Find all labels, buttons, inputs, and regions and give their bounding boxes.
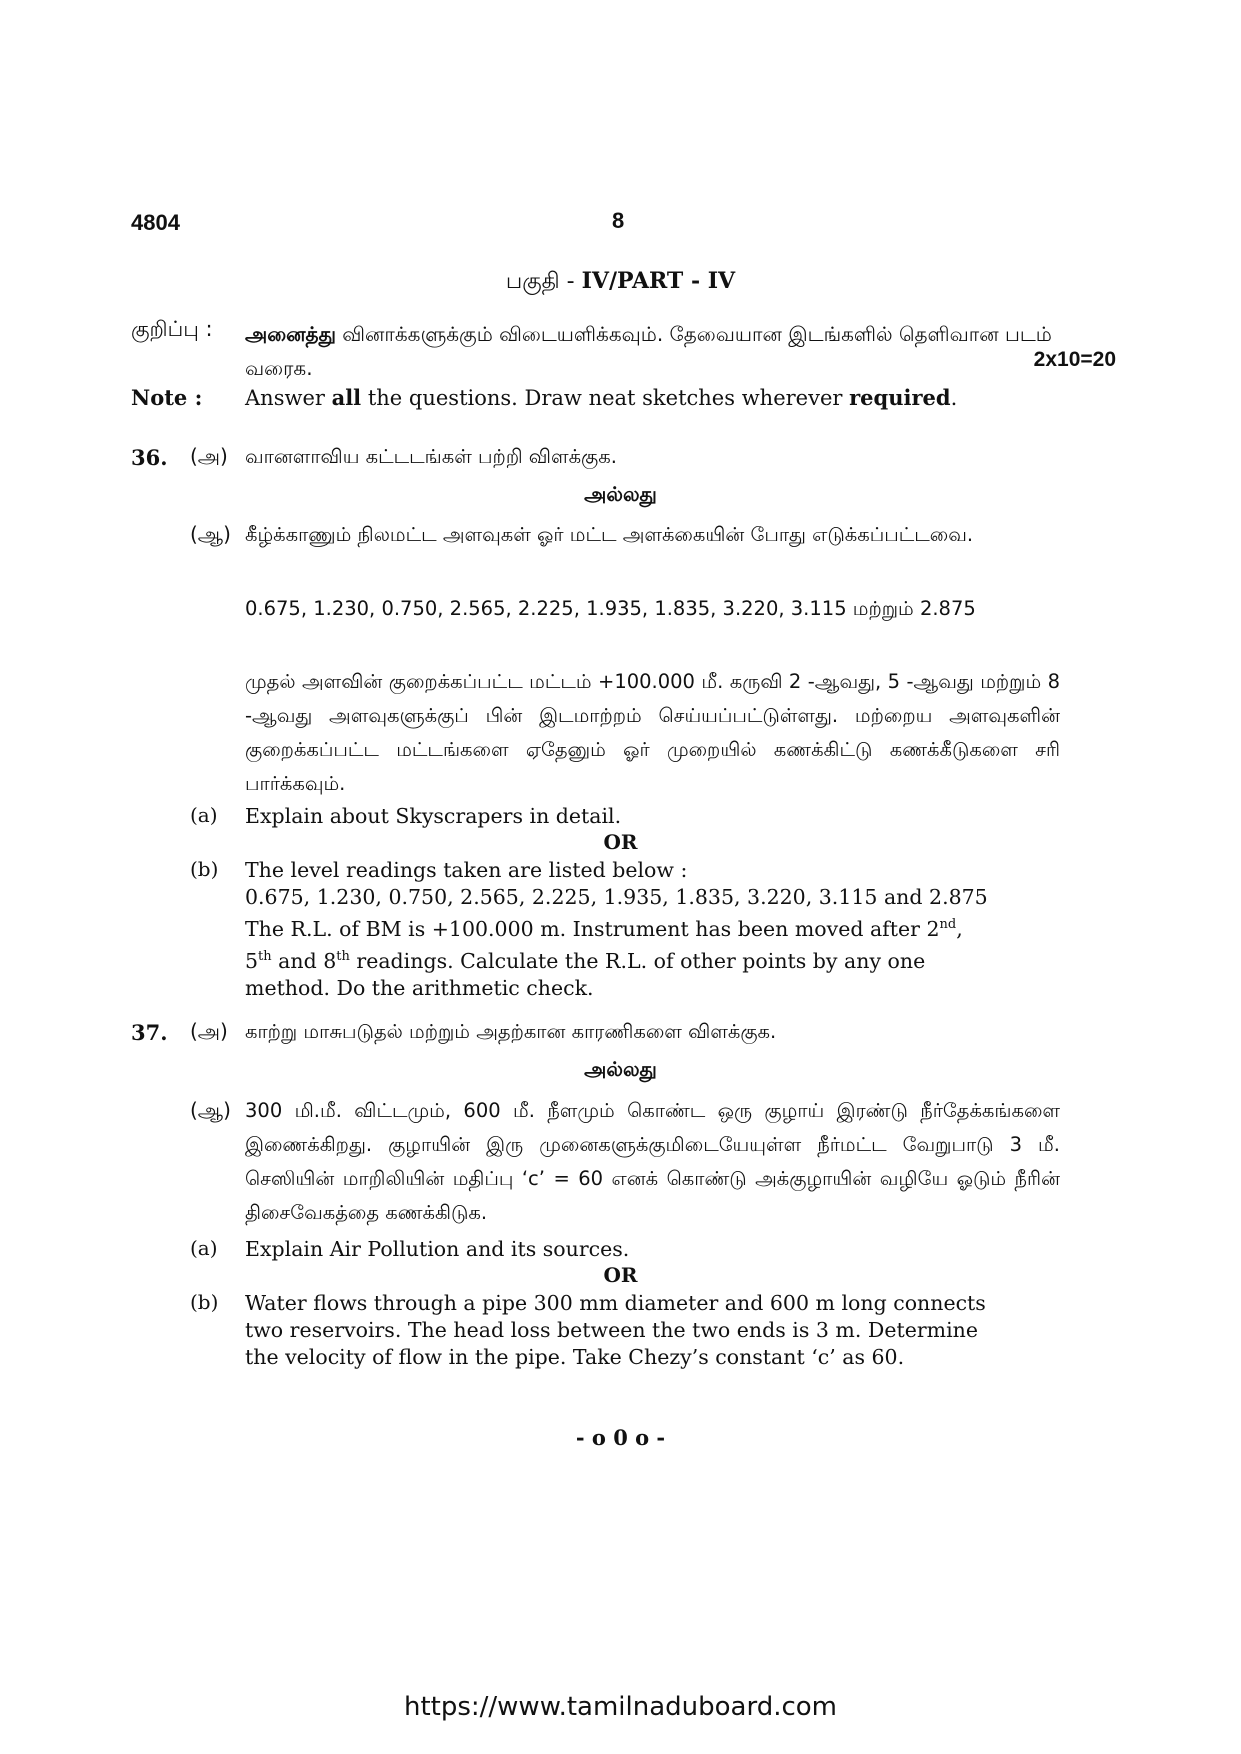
note-text-en-bold: required <box>849 385 951 410</box>
superscript: th <box>336 948 350 964</box>
part-heading-en: IV/PART - IV <box>581 268 736 294</box>
q36-b-text-ta-2: 0.675, 1.230, 0.750, 2.565, 2.225, 1.935, 1.835, 3.220, 3.115 மற்றும் 2.875 <box>245 597 976 620</box>
q36-a-label-ta: (அ) <box>190 444 228 468</box>
q36-b-text-en <box>245 857 1065 1002</box>
note-text-en-part: Answer <box>245 386 332 410</box>
q36-b-label-en: (b) <box>190 857 219 881</box>
q37-a-label-ta: (அ) <box>190 1019 228 1043</box>
q37-or-en: OR <box>603 1263 638 1287</box>
note-text-en-part: . <box>950 386 958 410</box>
q36-b-text-ta-1: கீழ்க்காணும் நிலமட்ட அளவுகள் ஓர் மட்ட அளக்கையின் போது எடுக்கப்பட்டவை. <box>245 523 974 546</box>
q36-b-line: 0.675, 1.230, 0.750, 2.565, 2.225, 1.935, 1.835, 3.220, 3.115 and 2.875 <box>245 885 988 909</box>
superscript: nd <box>939 917 957 932</box>
part-heading-ta: பகுதி - <box>505 269 582 294</box>
note-text-en-part: the questions. Draw neat sketches wherever <box>361 386 850 410</box>
q37-b-label-en: (b) <box>190 1290 219 1314</box>
marks-label: 2x10=20 <box>1033 348 1116 371</box>
q37-a-text-ta: காற்று மாசுபடுதல் மற்றும் அதற்கான காரணிகளை விளக்குக. <box>245 1020 777 1043</box>
q37-b-text-en <box>245 1290 1065 1371</box>
q36-b-text: 5 <box>245 948 259 973</box>
q37-a-label-en: (a) <box>190 1236 218 1260</box>
q36-a-text-ta: வானளாவிய கட்டடங்கள் பற்றி விளக்குக. <box>245 445 617 468</box>
q36-a-text-en: Explain about Skyscrapers in detail. <box>245 804 622 828</box>
q36-or-ta: அல்லது <box>584 482 657 506</box>
q36-b-text: and 8 <box>271 948 337 973</box>
note-text-en-bold: all <box>331 385 362 410</box>
page-number: 8 <box>612 208 625 233</box>
end-mark: - o 0 o - <box>575 1425 666 1450</box>
q36-b-line <box>245 911 1065 943</box>
q37-or-ta: அல்லது <box>584 1057 657 1081</box>
part-heading <box>0 268 1241 297</box>
paper-code: 4804 <box>131 210 180 235</box>
note-label-ta: குறிப்பு : <box>131 317 213 341</box>
q36-b-line: The level readings taken are listed below : <box>245 858 688 882</box>
note-text-ta <box>245 317 1060 385</box>
superscript: th <box>258 948 272 964</box>
note-label-en: Note : <box>131 385 203 410</box>
note-text-en <box>245 385 957 410</box>
q37-b-line: two reservoirs. The head loss between the two ends is 3 m. Determine <box>245 1318 978 1342</box>
q37-b-line: the velocity of flow in the pipe. Take Chezy’s constant ‘c’ as 60. <box>245 1345 905 1369</box>
q37-b-label-ta: (ஆ) <box>190 1098 231 1122</box>
q37-b-text-ta: 300 மி.மீ. விட்டமும், 600 மீ. நீளமும் கொண்ட ஒரு குழாய் இரண்டு நீர்தேக்கங்களை இணைக்கிறது. குழாயின் இரு முனைகளுக்குமிடையேயுள்ள நீர்மட்ட வேறுபாடு 3 மீ. செஸியின் மாறிலியின் மதிப்பு ‘c’ = 60 எனக் கொண்டு அக்குழாயின் வழியே ஓடும் நீரின் திசைவேகத்தை கணக்கிடுக. <box>245 1099 1060 1224</box>
q36-b-text: , <box>956 916 963 941</box>
q37-b-line: Water flows through a pipe 300 mm diameter and 600 m long connects <box>245 1291 986 1315</box>
q36-b-label-ta: (ஆ) <box>190 522 231 546</box>
q36-b-line: method. Do the arithmetic check. <box>245 975 594 1000</box>
q36-b-text: The R.L. of BM is +100.000 m. Instrument has been moved after 2 <box>245 916 940 941</box>
question-37-number: 37. <box>131 1020 168 1045</box>
q36-a-label-en: (a) <box>190 803 218 827</box>
question-36-number: 36. <box>131 445 168 470</box>
note-text-ta-bold: அனைத்து <box>245 322 336 346</box>
q36-b-text: readings. Calculate the R.L. of other points by any one <box>349 948 926 973</box>
q36-b-text-ta-3: முதல் அளவின் குறைக்கப்பட்ட மட்டம் +100.000 மீ. கருவி 2 -ஆவது, 5 -ஆவது மற்றும் 8 -ஆவது அளவுகளுக்குப் பின் இடமாற்றம் செய்யப்பட்டுள்ளது. மற்றைய அளவுகளின் குறைக்கப்பட்ட மட்டங்களை ஏதேனும் ஓர் முறையில் கணக்கிட்டு கணக்கீடுகளை சரி பார்க்கவும். <box>245 670 1060 795</box>
q36-b-line <box>245 943 1065 975</box>
footer-url[interactable]: https://www.tamilnaduboard.com <box>403 1692 838 1722</box>
q37-a-text-en: Explain Air Pollution and its sources. <box>245 1237 630 1261</box>
q36-or-en: OR <box>603 830 638 854</box>
note-text-ta-rest: வினாக்களுக்கும் விடையளிக்கவும். தேவையான இடங்களில் தெளிவான படம் வரைக. <box>245 322 1052 380</box>
